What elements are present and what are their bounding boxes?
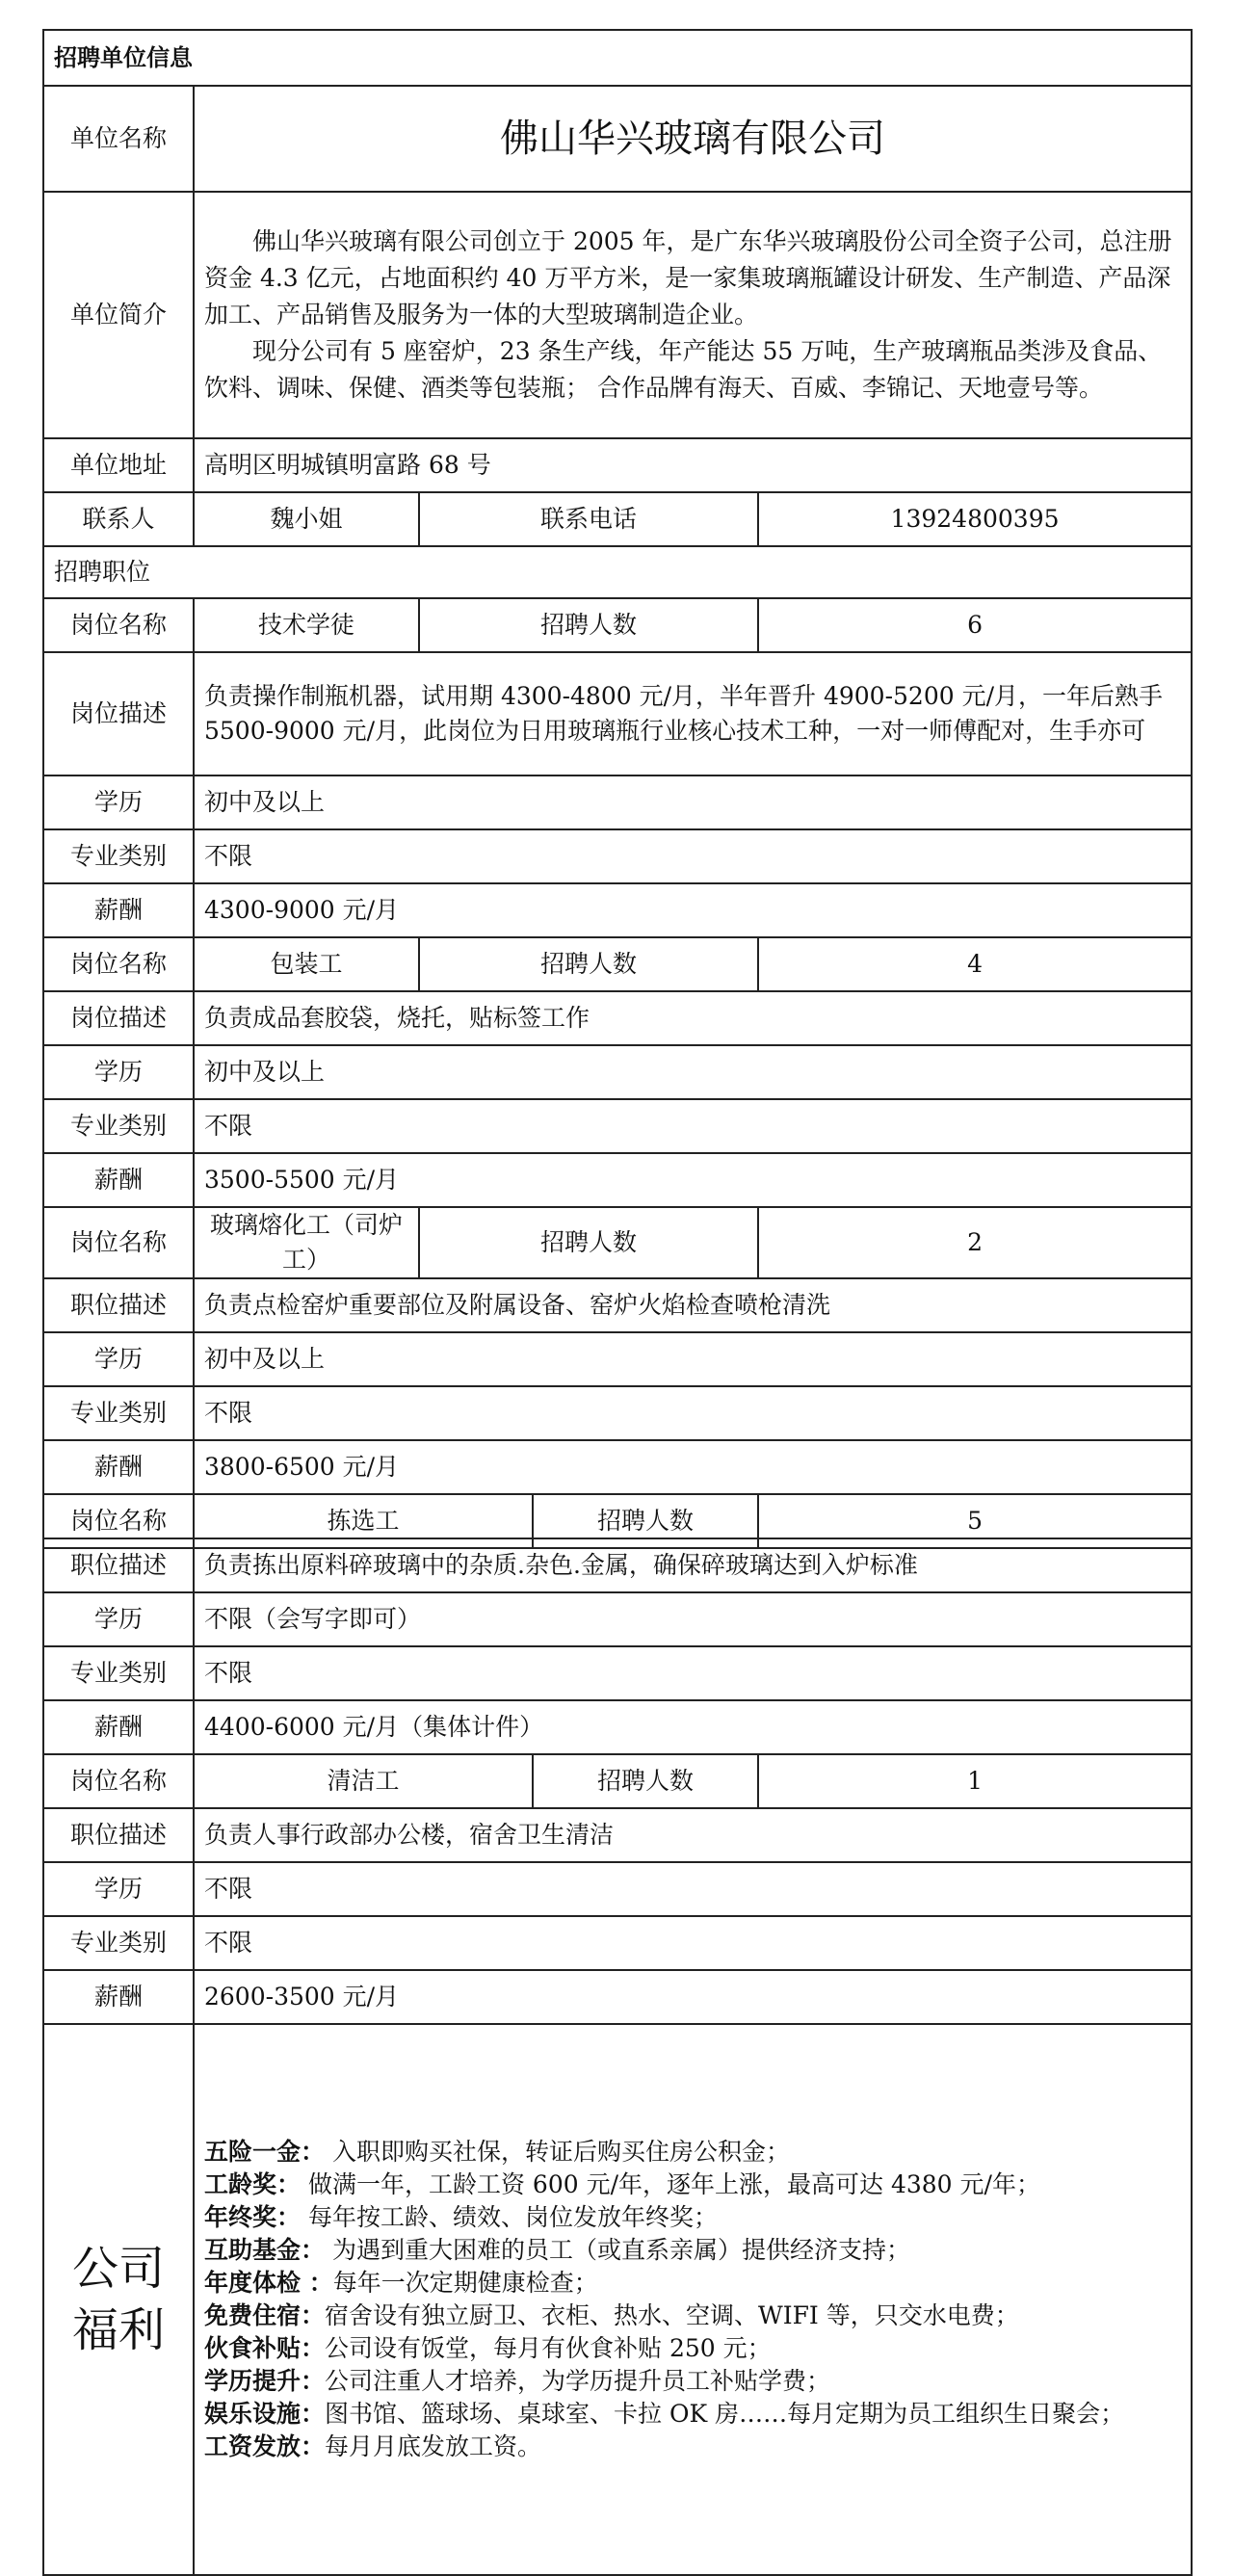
headcount-label: 招聘人数 bbox=[533, 1494, 758, 1548]
job-description-label: 职位描述 bbox=[43, 1278, 194, 1332]
job-description-label: 职位描述 bbox=[43, 1808, 194, 1862]
job-5-education: 不限 bbox=[194, 1862, 1192, 1916]
benefit-title: 学历提升： bbox=[204, 2367, 326, 2395]
job-1-education: 初中及以上 bbox=[194, 775, 1192, 829]
job-1-description: 负责操作制瓶机器，试用期 4300-4800 元/月，半年晋升 4900-5200 元/月，一年后熟手 5500-9000 元/月，此岗位为日用玻璃瓶行业核心技术工种，一对一师傅配对，生手亦可 bbox=[194, 652, 1192, 775]
salary-label: 薪酬 bbox=[43, 1440, 194, 1494]
section-title-company-info: 招聘单位信息 bbox=[43, 30, 1192, 86]
job-2-major: 不限 bbox=[194, 1099, 1192, 1153]
benefit-item bbox=[204, 2365, 1181, 2398]
job-4-count: 5 bbox=[758, 1494, 1192, 1548]
job-4-education: 不限（会写字即可） bbox=[194, 1592, 1192, 1646]
major-label: 专业类别 bbox=[43, 1916, 194, 1970]
benefit-text: 图书馆、篮球场、桌球室、卡拉 OK 房……每月定期为员工组织生日聚会； bbox=[325, 2400, 1125, 2428]
headcount-label: 招聘人数 bbox=[533, 1754, 758, 1808]
benefit-item bbox=[204, 2136, 1181, 2169]
job-3-education: 初中及以上 bbox=[194, 1332, 1192, 1386]
benefit-title: 工资发放： bbox=[204, 2432, 326, 2460]
education-label: 学历 bbox=[43, 1862, 194, 1916]
benefit-title: 娱乐设施： bbox=[204, 2400, 326, 2428]
job-1-name: 技术学徒 bbox=[194, 598, 419, 652]
job-4-name: 拣选工 bbox=[194, 1494, 533, 1548]
headcount-label: 招聘人数 bbox=[419, 1207, 758, 1278]
benefit-text: 入职即购买社保，转证后购买住房公积金； bbox=[325, 2138, 790, 2166]
benefit-title: 工龄奖： bbox=[204, 2170, 302, 2198]
benefit-title: 年终奖： bbox=[204, 2203, 302, 2231]
job-description-label: 岗位描述 bbox=[43, 991, 194, 1045]
recruitment-table-2 bbox=[42, 1538, 1193, 2576]
benefit-text: 每年按工龄、绩效、岗位发放年终奖； bbox=[301, 2203, 718, 2231]
job-4-description: 负责拣出原料碎玻璃中的杂质.杂色.金属，确保碎玻璃达到入炉标准 bbox=[194, 1538, 1192, 1592]
job-4-salary: 4400-6000 元/月（集体计件） bbox=[194, 1700, 1192, 1754]
job-1-salary: 4300-9000 元/月 bbox=[194, 883, 1192, 937]
benefit-item bbox=[204, 2300, 1181, 2332]
benefit-item bbox=[204, 2431, 1181, 2463]
position-name-label: 岗位名称 bbox=[43, 598, 194, 652]
phone-value: 13924800395 bbox=[758, 492, 1192, 546]
job-5-name: 清洁工 bbox=[194, 1754, 533, 1808]
address-label: 单位地址 bbox=[43, 438, 194, 492]
education-label: 学历 bbox=[43, 1592, 194, 1646]
job-5-salary: 2600-3500 元/月 bbox=[194, 1970, 1192, 2024]
job-5-count: 1 bbox=[758, 1754, 1192, 1808]
education-label: 学历 bbox=[43, 1332, 194, 1386]
benefit-title: 互助基金： bbox=[204, 2236, 326, 2264]
recruitment-table-1 bbox=[42, 29, 1193, 1549]
job-1-count: 6 bbox=[758, 598, 1192, 652]
company-name-label: 单位名称 bbox=[43, 86, 194, 192]
job-3-count: 2 bbox=[758, 1207, 1192, 1278]
job-5-major: 不限 bbox=[194, 1916, 1192, 1970]
major-label: 专业类别 bbox=[43, 1386, 194, 1440]
benefit-text: 每月月底发放工资。 bbox=[325, 2432, 542, 2460]
benefit-item bbox=[204, 2332, 1181, 2365]
benefit-text: 做满一年，工龄工资 600 元/年，逐年上涨，最高可达 4380 元/年； bbox=[301, 2170, 1040, 2198]
job-3-description: 负责点检窑炉重要部位及附属设备、窑炉火焰检查喷枪清洗 bbox=[194, 1278, 1192, 1332]
position-name-label: 岗位名称 bbox=[43, 1754, 194, 1808]
salary-label: 薪酬 bbox=[43, 1700, 194, 1754]
section-title-positions: 招聘职位 bbox=[43, 546, 1192, 598]
job-description-label: 职位描述 bbox=[43, 1538, 194, 1592]
position-name-label: 岗位名称 bbox=[43, 937, 194, 991]
headcount-label: 招聘人数 bbox=[419, 937, 758, 991]
job-3-salary: 3800-6500 元/月 bbox=[194, 1440, 1192, 1494]
benefit-title: 免费住宿： bbox=[204, 2301, 326, 2329]
benefit-item bbox=[204, 2201, 1181, 2234]
salary-label: 薪酬 bbox=[43, 1153, 194, 1207]
position-name-label: 岗位名称 bbox=[43, 1207, 194, 1278]
benefit-item bbox=[204, 2169, 1181, 2201]
benefit-title: 五险一金： bbox=[204, 2138, 326, 2166]
major-label: 专业类别 bbox=[43, 829, 194, 883]
salary-label: 薪酬 bbox=[43, 1970, 194, 2024]
benefit-text: 宿舍设有独立厨卫、衣柜、热水、空调、WIFI 等，只交水电费； bbox=[325, 2301, 1019, 2329]
education-label: 学历 bbox=[43, 775, 194, 829]
company-intro bbox=[194, 192, 1192, 438]
position-name-label: 岗位名称 bbox=[43, 1494, 194, 1548]
benefit-text: 公司注重人才培养，为学历提升员工补贴学费； bbox=[325, 2367, 831, 2395]
job-2-education: 初中及以上 bbox=[194, 1045, 1192, 1099]
benefit-text: 为遇到重大困难的员工（或直系亲属）提供经济支持； bbox=[325, 2236, 910, 2264]
benefit-item bbox=[204, 2234, 1181, 2267]
company-intro-label: 单位简介 bbox=[43, 192, 194, 438]
address-value: 高明区明城镇明富路 68 号 bbox=[194, 438, 1192, 492]
salary-label: 薪酬 bbox=[43, 883, 194, 937]
job-2-count: 4 bbox=[758, 937, 1192, 991]
job-4-major: 不限 bbox=[194, 1646, 1192, 1700]
major-label: 专业类别 bbox=[43, 1099, 194, 1153]
company-intro-paragraph-2: 现分公司有 5 座窑炉，23 条生产线，年产能达 55 万吨，生产玻璃瓶品类涉及食品、饮料、调味、保健、酒类等包装瓶； 合作品牌有海天、百威、李锦记、天地壹号等。 bbox=[204, 337, 1163, 402]
benefits-label: 公司福利 bbox=[43, 2024, 194, 2575]
job-3-name: 玻璃熔化工（司炉工） bbox=[194, 1207, 419, 1278]
job-2-salary: 3500-5500 元/月 bbox=[194, 1153, 1192, 1207]
job-2-name: 包装工 bbox=[194, 937, 419, 991]
benefit-item bbox=[204, 2398, 1181, 2431]
benefit-item bbox=[204, 2267, 1181, 2300]
benefit-title: 年度体检 ： bbox=[204, 2269, 333, 2297]
job-5-description: 负责人事行政部办公楼，宿舍卫生清洁 bbox=[194, 1808, 1192, 1862]
contact-label: 联系人 bbox=[43, 492, 194, 546]
education-label: 学历 bbox=[43, 1045, 194, 1099]
major-label: 专业类别 bbox=[43, 1646, 194, 1700]
company-name: 佛山华兴玻璃有限公司 bbox=[194, 86, 1192, 192]
benefits-list bbox=[194, 2024, 1192, 2575]
job-description-label: 岗位描述 bbox=[43, 652, 194, 775]
headcount-label: 招聘人数 bbox=[419, 598, 758, 652]
company-intro-paragraph-1: 佛山华兴玻璃有限公司创立于 2005 年，是广东华兴玻璃股份公司全资子公司，总注册资金 4.3 亿元，占地面积约 40 万平方米，是一家集玻璃瓶罐设计研发、生产制造、产品深加工、产品销售及服务为一体的大型玻璃制造企业。 bbox=[204, 227, 1172, 329]
benefit-text: 公司设有饭堂，每月有伙食补贴 250 元； bbox=[325, 2334, 772, 2362]
job-3-major: 不限 bbox=[194, 1386, 1192, 1440]
job-2-description: 负责成品套胶袋，烧托，贴标签工作 bbox=[194, 991, 1192, 1045]
benefit-title: 伙食补贴： bbox=[204, 2334, 326, 2362]
phone-label: 联系电话 bbox=[419, 492, 758, 546]
job-1-major: 不限 bbox=[194, 829, 1192, 883]
contact-value: 魏小姐 bbox=[194, 492, 419, 546]
benefit-text: 每年一次定期健康检查； bbox=[332, 2269, 598, 2297]
